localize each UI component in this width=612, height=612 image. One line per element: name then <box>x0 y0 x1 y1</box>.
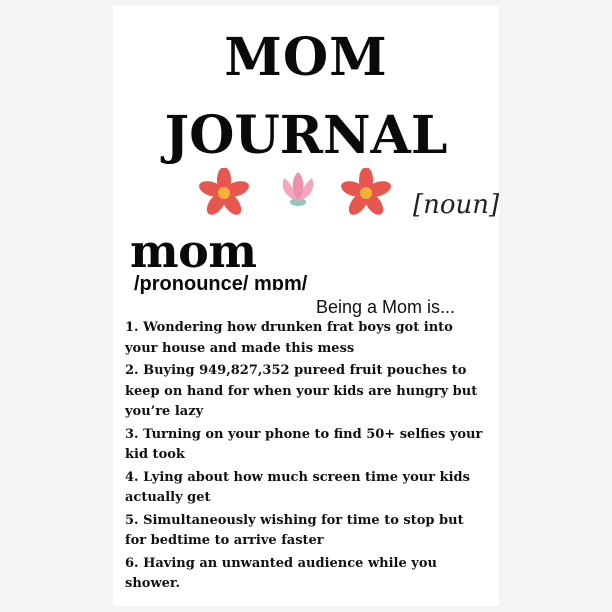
red-flower-icon <box>198 168 250 218</box>
definition-word: mom <box>130 224 257 278</box>
list-item: 2. Buying 949,827,352 pureed fruit pouches to keep on hand for when your kids are hungry but you’re lazy <box>125 363 478 419</box>
list-item: 4. Lying about how much screen time your kids actually get <box>125 469 470 505</box>
title-mom: MOM <box>224 27 388 88</box>
list-item: 5. Simultaneously wishing for time to stop but for bedtime to arrive faster <box>125 512 464 548</box>
pronunciation: /pronounce/ mɒm/ <box>134 273 308 295</box>
pink-flower-icon <box>276 170 320 208</box>
definition-list <box>125 318 485 597</box>
title-journal: JOURNAL <box>164 105 448 166</box>
list-item: 3. Turning on your phone to find 50+ selfies your kid took <box>125 426 483 462</box>
list-item: 6. Having an unwanted audience while you shower. <box>125 555 437 591</box>
noun-tag: [noun] <box>413 190 500 220</box>
list-intro: Being a Mom is... <box>316 297 456 317</box>
list-item: 1. Wondering how drunken frat boys got into your house and made this mess <box>125 320 453 356</box>
red-flower-icon <box>340 168 392 218</box>
